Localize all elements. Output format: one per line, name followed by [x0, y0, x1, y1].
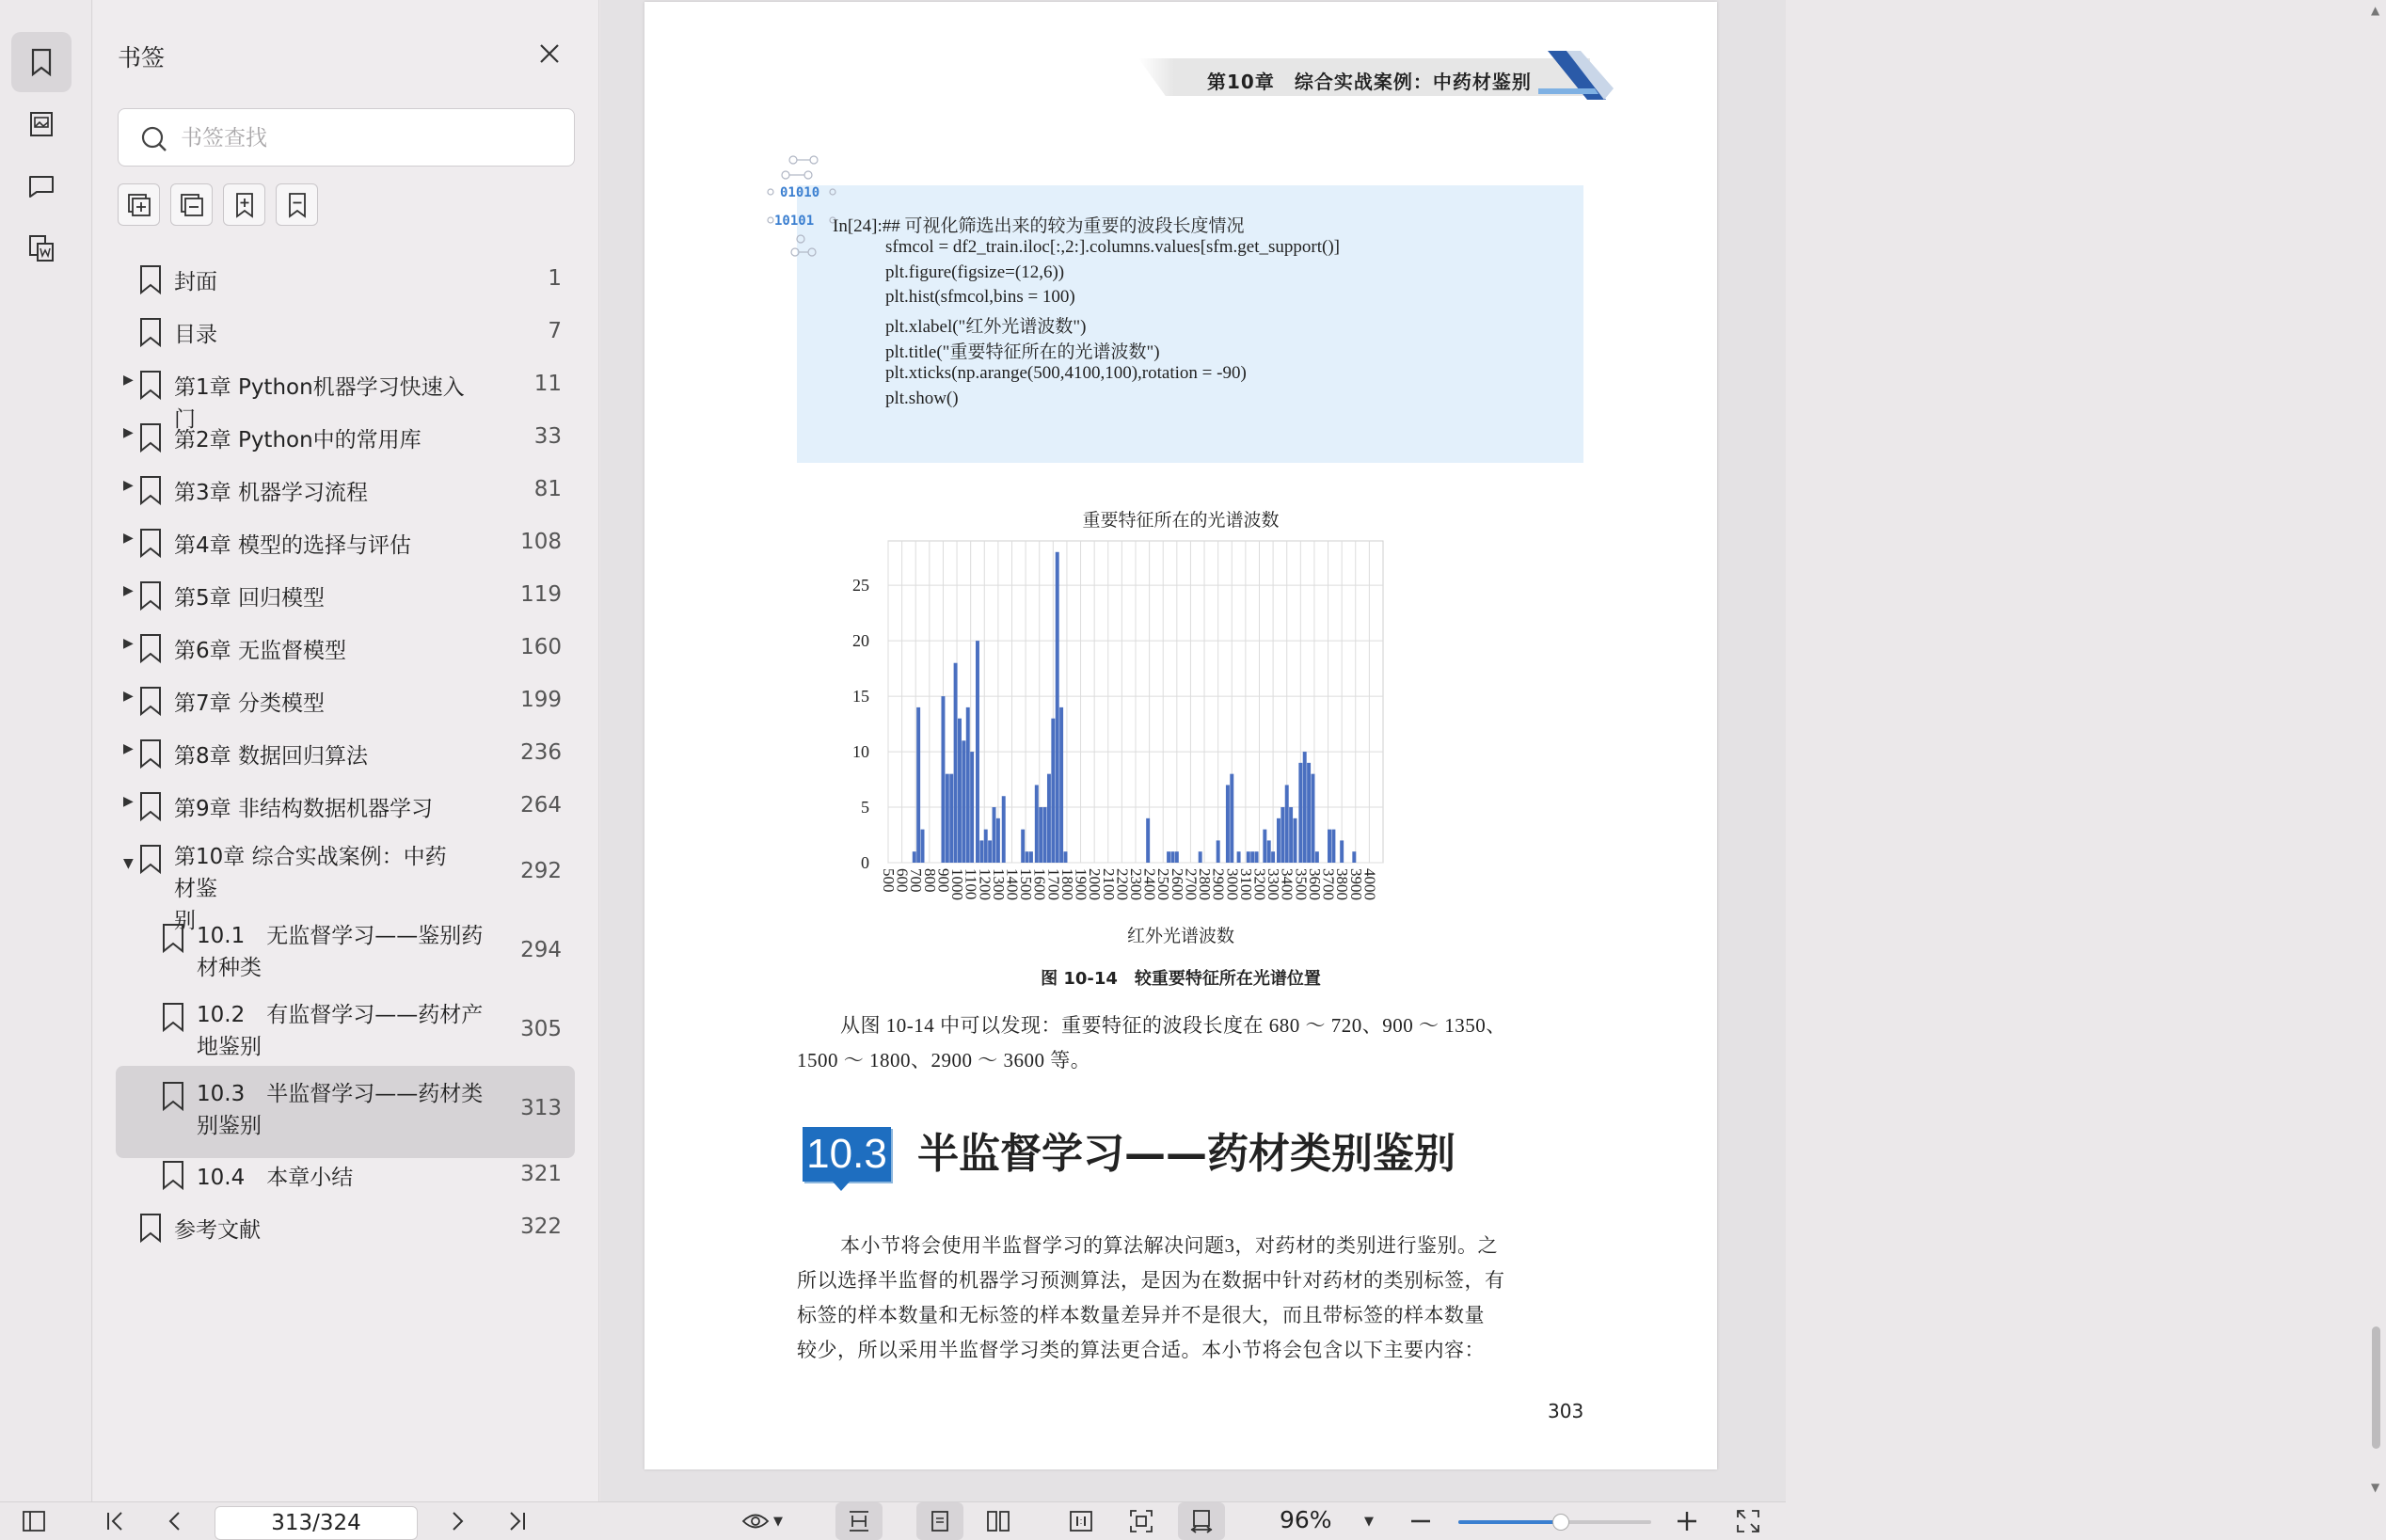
expand-triangle-right-icon[interactable]: ▶: [123, 373, 134, 388]
histogram-bar: [1002, 796, 1006, 863]
bookmark-page-number: 236: [520, 740, 562, 765]
histogram-bar: [1280, 807, 1284, 863]
histogram-bar: [958, 719, 962, 863]
bookmark-icon: [136, 316, 165, 348]
x-tick-label: 1600: [1030, 868, 1049, 900]
histogram-bar: [976, 641, 979, 863]
histogram-bar: [1035, 785, 1039, 863]
x-tick-label: 2500: [1154, 868, 1173, 900]
fit-height-icon: [845, 1507, 873, 1535]
histogram-chart: [814, 533, 1425, 910]
bookmark-label: 第7章 分类模型: [174, 691, 325, 716]
bookmark-icon: [136, 738, 165, 770]
paragraph-line: 较少，所以采用半监督学习类的算法更合适。本小节将会包含以下主要内容：: [797, 1339, 1485, 1361]
x-tick-label: 3800: [1333, 868, 1352, 900]
figure-caption: 图 10-14 较重要特征所在光谱位置: [1041, 969, 1321, 989]
bookmark-page-number: 322: [520, 1215, 562, 1239]
left-rail: [0, 0, 92, 1501]
x-tick-label: 3600: [1305, 868, 1324, 900]
bookmark-label: 10.4 本章小结: [197, 1166, 354, 1190]
expand-all-button[interactable]: [118, 183, 160, 226]
bookmark-icon: [159, 1159, 187, 1191]
histogram-bar: [1021, 830, 1025, 863]
x-tick-label: 1100: [962, 868, 980, 900]
bookmark-label: 目录: [174, 323, 217, 347]
histogram-bar: [1352, 851, 1356, 863]
zoom-slider-knob[interactable]: [1552, 1514, 1569, 1531]
x-tick-label: 2600: [1168, 868, 1186, 900]
bookmark-page-number: 11: [533, 372, 562, 396]
bookmark-panel-button[interactable]: [11, 32, 72, 92]
zoom-in-button[interactable]: [1670, 1502, 1704, 1540]
bookmark-label-line: 10.3 半监督学习——药材类: [197, 1082, 484, 1106]
paragraph-line: 标签的样本数量和无标签的样本数量差异并不是很大，而且带标签的样本数量: [797, 1304, 1485, 1326]
zoom-out-button[interactable]: [1404, 1502, 1438, 1540]
bookmark-icon: [136, 527, 165, 559]
histogram-bar: [1146, 818, 1150, 863]
chevron-right-icon: [443, 1507, 471, 1535]
histogram-bar: [921, 830, 925, 863]
close-icon[interactable]: [535, 40, 564, 68]
continuous-scroll-button[interactable]: [1178, 1502, 1225, 1540]
first-page-button[interactable]: [98, 1502, 132, 1540]
x-tick-label: 1700: [1044, 868, 1063, 900]
chapter-header: 第10章 综合实战案例：中药材鉴别: [1207, 71, 1532, 93]
histogram-bar: [970, 752, 974, 863]
expand-triangle-down-icon[interactable]: ▼: [123, 856, 134, 871]
histogram-bar: [1056, 552, 1059, 863]
plus-icon: [1673, 1507, 1701, 1535]
zoom-level[interactable]: 96%: [1280, 1506, 1332, 1533]
collapse-all-icon: [178, 191, 206, 219]
bookmark-page-number: 1: [548, 266, 562, 291]
bookmark-search[interactable]: [118, 108, 575, 167]
section-number: 10.3: [803, 1127, 891, 1182]
bookmark-page-number: 294: [520, 938, 562, 962]
paragraph-line: 从图 10-14 中可以发现：重要特征的波段长度在 680 ～ 720、900 ～ 1350、: [840, 1014, 1506, 1037]
histogram-bar: [1175, 851, 1179, 863]
bookmark-item[interactable]: [116, 519, 575, 572]
histogram-bar: [1051, 719, 1055, 863]
histogram-bar: [1315, 851, 1319, 863]
bookmark-icon: [159, 922, 187, 954]
histogram-bar: [1047, 774, 1051, 863]
x-tick-label: 3200: [1250, 868, 1269, 900]
actual-size-icon: [1067, 1507, 1095, 1535]
chart-title: 重要特征所在的光谱波数: [1082, 511, 1280, 531]
bookmark-label-line: 10.1 无监督学习——鉴别药: [197, 924, 484, 948]
chevron-down-icon: ▼: [1364, 1514, 1374, 1529]
x-tick-label: 3700: [1319, 868, 1338, 900]
bookmark-item[interactable]: [116, 1151, 575, 1204]
expand-triangle-right-icon[interactable]: ▶: [123, 636, 134, 651]
page-number: 303: [1548, 1400, 1584, 1422]
bookmark-icon: [136, 579, 165, 611]
code-line: plt.xticks(np.arange(500,4100,100),rotation = -90): [885, 362, 1247, 383]
y-tick-label: 15: [852, 687, 869, 706]
fit-page-button[interactable]: [1118, 1502, 1165, 1540]
paragraph-line: 本小节将会使用半监督学习的算法解决问题3，对药材的类别进行鉴别。之: [840, 1234, 1498, 1257]
scroll-down-icon[interactable]: ▼: [2371, 1481, 2380, 1494]
expand-triangle-right-icon[interactable]: ▶: [123, 689, 134, 704]
document-viewer[interactable]: [600, 0, 2380, 1501]
single-page-icon: [926, 1507, 954, 1535]
bookmark-item[interactable]: [116, 730, 575, 783]
x-tick-label: 2400: [1140, 868, 1159, 900]
expand-triangle-right-icon[interactable]: ▶: [123, 741, 134, 756]
bookmark-page-number: 264: [520, 793, 562, 818]
x-tick-label: 3000: [1223, 868, 1242, 900]
y-tick-label: 10: [852, 742, 869, 762]
bookmark-icon: [136, 685, 165, 717]
x-tick-label: 3400: [1278, 868, 1296, 900]
bookmark-page-number: 160: [520, 635, 562, 659]
y-tick-label: 0: [861, 853, 869, 872]
bookmark-icon: [136, 1212, 165, 1244]
histogram-bar: [1237, 851, 1241, 863]
bookmark-label: 第5章 回归模型: [174, 586, 325, 611]
paragraph-intro: [797, 1229, 1583, 1368]
x-tick-label: 1200: [976, 868, 994, 900]
next-page-button[interactable]: [440, 1502, 474, 1540]
histogram-bar: [1303, 752, 1307, 863]
bookmark-label: 第9章 非结构数据机器学习: [174, 797, 433, 821]
section-number-tip: [833, 1182, 850, 1191]
search-input[interactable]: [181, 120, 557, 156]
fullscreen-icon: [1734, 1507, 1762, 1535]
bookmark-item[interactable]: [116, 1066, 575, 1158]
fullscreen-button[interactable]: [1731, 1502, 1765, 1540]
y-tick-label: 25: [852, 576, 869, 595]
bookmark-item[interactable]: [116, 572, 575, 625]
histogram-bar: [949, 774, 953, 863]
bookmark-item[interactable]: [116, 1204, 575, 1257]
word-convert-button[interactable]: [11, 218, 72, 278]
histogram-bar: [1312, 774, 1315, 863]
histogram-bar: [1255, 851, 1259, 863]
last-page-button[interactable]: [501, 1502, 534, 1540]
x-tick-label: 3100: [1236, 868, 1255, 900]
histogram-bar: [1059, 707, 1063, 863]
bookmark-label: 封面: [174, 270, 217, 294]
expand-triangle-right-icon[interactable]: ▶: [123, 531, 134, 546]
histogram-bar: [1026, 851, 1029, 863]
bookmark-label: 第3章 机器学习流程: [174, 481, 368, 505]
bookmark-icon: [136, 632, 165, 664]
single-page-button[interactable]: [916, 1502, 963, 1540]
comment-panel-button[interactable]: [11, 156, 72, 216]
scroll-up-icon[interactable]: ▲: [2371, 4, 2380, 17]
bookmark-tools: [118, 183, 318, 226]
bookmark-label-line: 材种类: [197, 956, 262, 980]
histogram-bar: [1285, 785, 1289, 863]
binary-code-decoration: [767, 152, 842, 275]
bookmark-item[interactable]: [116, 783, 575, 835]
code-line: plt.hist(sfmcol,bins = 100): [885, 287, 1075, 308]
remove-bookmark-button[interactable]: [276, 183, 318, 226]
x-tick-label: 900: [934, 868, 953, 893]
zoom-dropdown[interactable]: [1355, 1502, 1383, 1540]
histogram-bar: [1247, 851, 1250, 863]
minus-icon: [1407, 1507, 1435, 1535]
x-tick-label: 3900: [1346, 868, 1365, 900]
bookmark-label: [197, 999, 488, 1063]
bookmark-item[interactable]: [116, 835, 575, 933]
x-tick-label: 700: [907, 868, 926, 893]
x-tick-label: 2900: [1209, 868, 1228, 900]
histogram-bar: [1250, 851, 1254, 863]
pdf-page: [644, 2, 1717, 1469]
expand-triangle-right-icon[interactable]: ▶: [123, 478, 134, 493]
bookmark-label-line: 第10章 综合实战案例：中药材鉴: [174, 845, 447, 901]
bookmark-label: [197, 920, 488, 984]
histogram-bar: [913, 851, 916, 863]
scrollbar-thumb[interactable]: [2372, 1326, 2380, 1449]
x-tick-label: 1300: [989, 868, 1008, 900]
code-line: plt.figure(figsize=(12,6)): [885, 262, 1065, 282]
bookmark-remove-icon: [283, 191, 311, 219]
file-convert-icon: [25, 232, 57, 264]
x-tick-label: 1900: [1072, 868, 1090, 900]
x-tick-label: 2100: [1099, 868, 1118, 900]
bookmark-label-line: 别: [174, 909, 196, 933]
x-tick-label: 2000: [1086, 868, 1105, 900]
svg-text:01010: 01010: [780, 185, 820, 200]
chevron-left-icon: [161, 1507, 189, 1535]
y-tick-label: 5: [861, 798, 869, 818]
histogram-bar: [1170, 851, 1174, 863]
x-tick-label: 1800: [1058, 868, 1076, 900]
bookmark-item[interactable]: [116, 677, 575, 730]
histogram-bar: [1331, 830, 1335, 863]
bookmark-icon: [136, 843, 165, 875]
histogram-bar: [996, 818, 1000, 863]
vertical-scrollbar[interactable]: [2367, 0, 2386, 1501]
bookmark-item[interactable]: [116, 414, 575, 467]
histogram-bar: [984, 830, 988, 863]
x-tick-label: 2700: [1182, 868, 1201, 900]
panel-title: 书签: [118, 44, 166, 71]
histogram-bar: [1167, 851, 1170, 863]
paragraph-line: 1500 ～ 1800、2900 ～ 3600 等。: [797, 1049, 1091, 1072]
histogram-bar: [966, 707, 970, 863]
histogram-bar: [1043, 807, 1047, 863]
chart-xlabel: 红外光谱波数: [1126, 927, 1234, 946]
histogram-bar: [946, 774, 949, 863]
fit-page-icon: [1127, 1507, 1155, 1535]
histogram-bar: [1328, 830, 1331, 863]
bookmark-label: 参考文献: [174, 1218, 261, 1243]
view-mode-dropdown[interactable]: [734, 1502, 790, 1540]
histogram-bar: [1294, 818, 1297, 863]
bookmark-label: 第8章 数据回归算法: [174, 744, 368, 769]
code-line: plt.title("重要特征所在的光谱波数"): [885, 342, 1160, 362]
bookmark-page-number: 7: [548, 319, 562, 343]
histogram-bar: [916, 707, 920, 863]
bookmark-page-number: 321: [520, 1162, 562, 1186]
section-title: 半监督学习——药材类别鉴别: [917, 1130, 1455, 1178]
expand-triangle-right-icon[interactable]: ▶: [123, 794, 134, 809]
code-line: sfmcol = df2_train.iloc[:,2:].columns.values[sfm.get_support()]: [885, 236, 1340, 257]
x-tick-label: 3300: [1265, 868, 1283, 900]
two-page-button[interactable]: [975, 1502, 1022, 1540]
image-icon: [25, 108, 57, 140]
bookmark-label-line: 10.2 有监督学习——药材产: [197, 1003, 484, 1027]
x-tick-label: 3500: [1292, 868, 1311, 900]
histogram-bar: [1307, 763, 1311, 863]
paragraph-line: 所以选择半监督的机器学习预测算法，是因为在数据中针对药材的类别标签，有: [797, 1269, 1505, 1292]
bookmark-icon: [159, 1001, 187, 1033]
thumbnail-panel-button[interactable]: [11, 94, 72, 154]
svg-text:10101: 10101: [774, 214, 815, 229]
histogram-bar: [988, 840, 992, 863]
bookmark-page-number: 108: [520, 530, 562, 554]
bookmark-label: 第4章 模型的选择与评估: [174, 533, 411, 558]
x-tick-label: 500: [880, 868, 898, 893]
bookmark-page-number: 33: [533, 424, 562, 449]
histogram-bar: [1217, 840, 1220, 863]
bookmark-icon: [136, 474, 165, 506]
bookmark-add-icon: [231, 191, 259, 219]
histogram-bar: [1029, 851, 1033, 863]
expand-triangle-right-icon[interactable]: ▶: [123, 583, 134, 598]
bookmark-item[interactable]: [116, 625, 575, 677]
histogram-bar: [941, 696, 945, 863]
histogram-bar: [962, 740, 965, 863]
x-tick-label: 2800: [1196, 868, 1215, 900]
bookmark-icon: [136, 263, 165, 295]
histogram-bar: [1271, 851, 1275, 863]
bookmark-icon: [136, 790, 165, 822]
sidebar-toggle-icon: [20, 1507, 48, 1535]
histogram-bar: [1298, 763, 1302, 863]
eye-icon: [741, 1507, 770, 1535]
bookmark-item[interactable]: [116, 467, 575, 519]
histogram-bar: [1226, 785, 1230, 863]
bookmark-label: [197, 1078, 488, 1142]
x-tick-label: 600: [893, 868, 912, 893]
bottom-toolbar: [0, 1501, 1786, 1539]
bookmark-item[interactable]: [116, 309, 575, 361]
zoom-slider[interactable]: [1458, 1520, 1651, 1524]
actual-size-button[interactable]: [1058, 1502, 1105, 1540]
histogram-bar: [1199, 851, 1202, 863]
page-number-input[interactable]: 313/324: [215, 1506, 418, 1540]
x-tick-label: 1400: [1003, 868, 1022, 900]
add-bookmark-button[interactable]: [223, 183, 265, 226]
fit-height-button[interactable]: [835, 1502, 883, 1540]
search-icon: [139, 124, 169, 154]
bookmark-page-number: 119: [520, 582, 562, 607]
paragraph-findings: [797, 1008, 1583, 1078]
bookmark-icon: [136, 421, 165, 453]
code-line: In[24]:## 可视化筛选出来的较为重要的波段长度情况: [833, 216, 1245, 236]
bookmark-icon: [159, 1080, 187, 1112]
histogram-bar: [1340, 840, 1344, 863]
x-tick-label: 1500: [1017, 868, 1036, 900]
x-tick-label: 800: [920, 868, 939, 893]
bookmark-page-number: 305: [520, 1017, 562, 1041]
bookmark-icon: [25, 46, 57, 78]
zoom-slider-fill: [1458, 1520, 1561, 1524]
bookmark-page-number: 313: [520, 1096, 562, 1120]
bookmark-label: 第6章 无监督模型: [174, 639, 346, 663]
x-tick-label: 4000: [1360, 868, 1379, 900]
two-page-icon: [984, 1507, 1012, 1535]
header-stripe-decoration: [1538, 51, 1614, 105]
bookmark-label-line: 别鉴别: [197, 1114, 262, 1138]
histogram-bar: [993, 807, 996, 863]
bookmark-item[interactable]: [116, 256, 575, 309]
expand-triangle-right-icon[interactable]: ▶: [123, 425, 134, 440]
histogram-bar: [1277, 818, 1280, 863]
code-line: plt.xlabel("红外光谱波数"): [885, 317, 1087, 338]
x-tick-label: 2300: [1127, 868, 1145, 900]
collapse-all-button[interactable]: [170, 183, 213, 226]
histogram-bar: [979, 840, 983, 863]
histogram-bar: [1039, 807, 1042, 863]
bookmark-item[interactable]: [116, 914, 575, 993]
previous-page-button[interactable]: [158, 1502, 192, 1540]
histogram-bar: [1263, 830, 1266, 863]
first-page-icon: [101, 1507, 129, 1535]
bookmark-page-number: 199: [520, 688, 562, 712]
bookmark-panel: [93, 0, 599, 1501]
y-tick-label: 20: [852, 631, 869, 651]
bookmark-page-number: 292: [520, 859, 562, 883]
chevron-down-icon: ▼: [773, 1514, 783, 1529]
bookmark-label-line: 地鉴别: [197, 1035, 262, 1059]
toggle-sidebar-button[interactable]: [17, 1502, 51, 1540]
histogram-bar: [1230, 774, 1233, 863]
x-tick-label: 2200: [1113, 868, 1132, 900]
bookmark-item[interactable]: [116, 361, 575, 432]
bookmark-icon: [136, 369, 165, 401]
bookmark-label: 第1章 Python机器学习快速入门: [174, 375, 465, 432]
x-tick-label: 1000: [948, 868, 967, 900]
bookmark-item[interactable]: [116, 993, 575, 1072]
code-line: plt.show(): [885, 388, 959, 408]
continuous-scroll-icon: [1187, 1507, 1216, 1535]
histogram-bar: [1267, 840, 1271, 863]
bookmark-label: 第2章 Python中的常用库: [174, 428, 422, 452]
last-page-icon: [503, 1507, 532, 1535]
histogram-bar: [1289, 807, 1293, 863]
comment-icon: [25, 170, 57, 202]
expand-all-icon: [125, 191, 153, 219]
bookmark-page-number: 81: [533, 477, 562, 501]
histogram-bar: [954, 663, 958, 863]
histogram-bar: [1064, 851, 1068, 863]
